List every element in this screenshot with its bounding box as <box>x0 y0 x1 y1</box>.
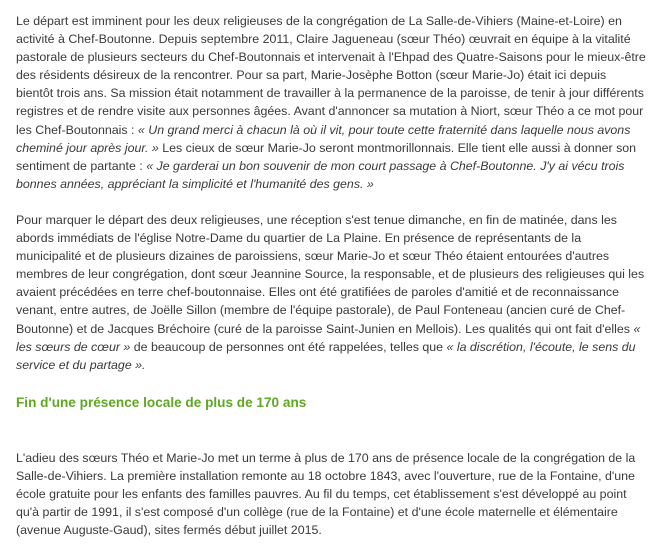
p1-quote-soeur-marie-jo: « Je garderai un bon souvenir de mon court passage à Chef-Boutonne. J'y ai vécu trois bonnes années, appréciant la simplicité et l'humanité des gens. » <box>16 158 625 191</box>
paragraph-reception <box>16 211 646 374</box>
paragraph-history <box>16 449 646 539</box>
p2-quote-soeurs-de-coeur: « les sœurs de cœur » <box>16 321 641 354</box>
paragraph-departure <box>16 12 646 193</box>
p3-text-1: L'adieu des sœurs Théo et Marie-Jo met un terme à plus de 170 ans de présence locale de la congrégation de la Salle-de-Vihiers. La première installation remonte au 18 octobre 1843, avec l'ouverture, rue de la Fontaine, d'une école gratuite pour les enfants des familles pauvres. Au fil du temps, cet établissement s'est développé au point qu'à partir de 1991, il s'est composé d'un collège (rue de la Fontaine) et d'une école maternelle et élémentaire (avenue Auguste-Gaud), sites fermés début juillet 2015. <box>16 450 636 538</box>
p1-text-1: Le départ est imminent pour les deux religieuses de la congrégation de La Salle-de-Vihiers (Maine-et-Loire) en activité à Chef-Boutonne. Depuis septembre 2011, Claire Jagueneau (sœur Théo) œuvrait en équipe à la vitalité pastorale de plusieurs secteurs du Chef-Boutonnais et intervenait à l'Ehpad des Quatre-Saisons pour le mieux-être des résidents désireux de la rencontrer. Pour sa part, Marie-Josèphe Botton (sœur Marie-Jo) était ici depuis bientôt trois ans. Sa mission était notamment de travailler à la permanence de la paroisse, de tenir à jour différents registres et de rendre visite aux personnes âgées. Avant d'annoncer sa mutation à Niort, sœur Théo a ce mot pour les Chef-Boutonnais : <box>16 14 646 137</box>
p1-quote-soeur-theo: « Un grand merci à chacun là où il vit, pour toute cette fraternité dans laquelle nous avons cheminé jour après jour. » <box>16 122 631 155</box>
section-heading: Fin d'une présence locale de plus de 170 ans <box>16 394 307 410</box>
p2-text-2: de beaucoup de personnes ont été rappelées, telles que <box>130 339 447 354</box>
p1-text-2: Les cieux de sœur Marie-Jo seront montmorillonnais. Elle tient elle aussi à donner son sentiment de partante : <box>16 140 637 173</box>
p2-text-1: Pour marquer le départ des deux religieuses, une réception s'est tenue dimanche, en fin de matinée, dans les abords immédiats de l'église Notre-Dame du quartier de La Plaine. En présence de représentants de la municipalité et de plusieurs dizaines de paroissiens, sœur Marie-Jo et sœur Théo étaient entourées d'autres membres de leur congrégation, dont sœur Jeannine Source, la responsable, et de plusieurs des religieuses qui les avaient précédées en terre chef-boutonnaise. Elles ont été gratifiées de paroles d'amitié et de reconnaissance venant, entre autres, de Joëlle Sillon (membre de l'équipe pastorale), de Paul Fonteneau (ancien curé de Chef-Boutonne) et de Jacques Bréchoire (curé de la paroisse Saint-Junien en Mellois). Les qualités qui ont fait d'elles <box>16 212 645 336</box>
p2-quote-qualites: « la discrétion, l'écoute, le sens du service et du partage ». <box>16 339 636 372</box>
